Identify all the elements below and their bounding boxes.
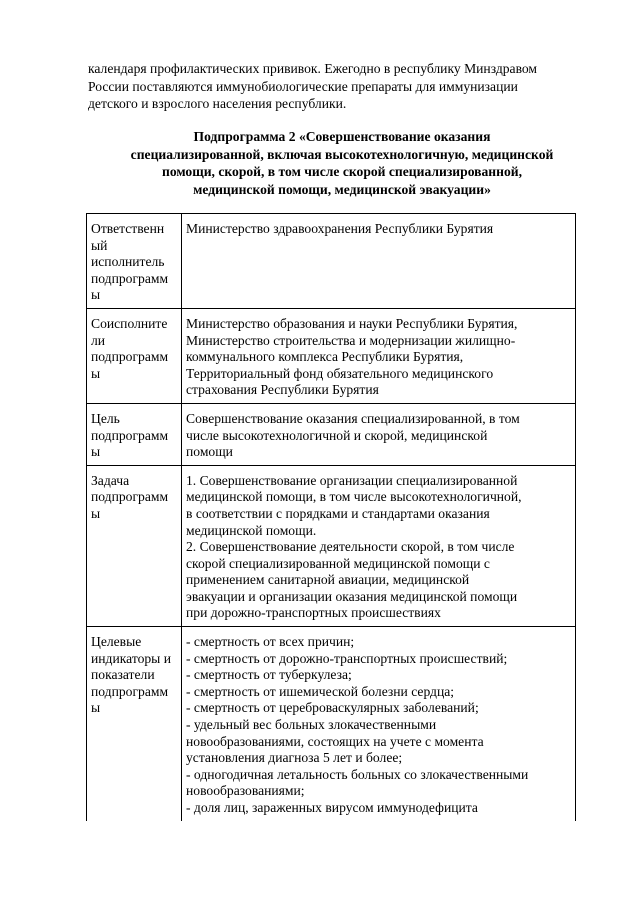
- row-value-line: в соответствии с порядками и стандартами оказания: [186, 505, 490, 521]
- row-label-line: Целевые: [91, 634, 142, 650]
- row-value-line: скорой специализированной медицинской помощи с: [186, 555, 490, 571]
- row-value-line: числе высокотехнологичной и скорой, медицинской: [186, 427, 488, 443]
- table-row: [87, 627, 576, 821]
- table-body: [87, 214, 576, 821]
- row-value-line: Министерство строительства и модернизации жилищно-: [186, 332, 516, 348]
- title-line: помощи, скорой, в том числе скорой специализированной,: [161, 164, 522, 179]
- row-value-line: 1. Совершенствование организации специализированной: [186, 472, 518, 488]
- row-label-line: подпрограмм: [91, 489, 169, 505]
- row-label-line: ы: [91, 287, 101, 303]
- row-value-line: Министерство здравоохранения Республики Бурятия: [186, 221, 494, 236]
- table-row: [87, 308, 576, 403]
- row-value-cell: [182, 308, 576, 403]
- row-value-line: медицинской помощи, в том числе высокотехнологичной,: [186, 489, 522, 505]
- row-value-cell: [182, 627, 576, 821]
- row-label-line: Цель: [91, 410, 120, 426]
- row-label-line: подпрограмм: [91, 349, 169, 365]
- title-line: Подпрограмма 2 «Совершенствование оказания: [193, 129, 491, 144]
- row-value-line: медицинской помощи.: [186, 522, 317, 538]
- row-value-cell: [182, 465, 576, 626]
- row-value-cell: [182, 214, 576, 309]
- row-label-line: ы: [91, 700, 101, 716]
- row-label-line: ый: [91, 237, 108, 253]
- table-row: [87, 214, 576, 309]
- row-value-line: помощи: [186, 444, 233, 460]
- intro-paragraph: [88, 60, 596, 113]
- row-value-line: установления диагноза 5 лет и более;: [186, 750, 403, 766]
- table-row: [87, 465, 576, 626]
- intro-line: детского и взрослого населения республики.: [88, 96, 347, 111]
- row-value-line: - удельный вес больных злокачественными: [186, 717, 437, 733]
- row-label-line: подпрограмм: [91, 683, 169, 699]
- row-label-line: Задача: [91, 472, 130, 488]
- row-label-line: показатели: [91, 667, 155, 683]
- row-value-cell: [182, 403, 576, 465]
- row-label-cell: [87, 403, 182, 465]
- row-value-line: - смертность от ишемической болезни сердца;: [186, 683, 455, 699]
- row-label-line: подпрограмм: [91, 270, 169, 286]
- row-value-line: - доля лиц, зараженных вирусом иммунодефицита: [186, 800, 478, 815]
- row-label-line: исполнитель: [91, 254, 165, 270]
- title-line: медицинской помощи, медицинской эвакуации»: [193, 181, 491, 197]
- row-label-line: ы: [91, 365, 101, 381]
- row-value-line: - смертность от всех причин;: [186, 634, 355, 650]
- row-label-line: Соисполните: [91, 315, 168, 331]
- row-value-line: эвакуации и организации оказания медицинской помощи: [186, 588, 518, 604]
- row-value-line: коммунального комплекса Республики Бурятия,: [186, 349, 464, 365]
- row-value-line: - смертность от туберкулеза;: [186, 667, 352, 683]
- row-label-cell: [87, 308, 182, 403]
- row-label-line: подпрограмм: [91, 427, 169, 443]
- subprogram-passport-table: [86, 213, 576, 821]
- row-label-line: индикаторы и: [91, 650, 171, 666]
- row-value-line: Территориальный фонд обязательного медицинского: [186, 365, 494, 381]
- row-value-line: 2. Совершенствование деятельности скорой, в том числе: [186, 539, 515, 555]
- intro-line: России поставляются иммунобиологические препараты для иммунизации: [88, 78, 518, 94]
- row-value-line: - смертность от цереброваскулярных заболеваний;: [186, 700, 479, 716]
- intro-line: календаря профилактических прививок. Ежегодно в республику Минздравом: [88, 61, 538, 76]
- row-value-line: при дорожно-транспортных происшествиях: [186, 605, 441, 621]
- subprogram-title: [88, 128, 596, 198]
- row-label-cell: [87, 465, 182, 626]
- row-label-cell: [87, 627, 182, 821]
- row-value-line: применением санитарной авиации, медицинской: [186, 572, 470, 588]
- row-value-line: страхования Республики Бурятия: [186, 382, 379, 398]
- row-value-line: Совершенствование оказания специализированной, в том: [186, 410, 520, 426]
- row-label-line: ы: [91, 444, 101, 460]
- row-label-line: ли: [91, 332, 106, 348]
- row-value-line: новообразованиями, состоящих на учете с момента: [186, 733, 484, 749]
- title-line: специализированной, включая высокотехнологичную, медицинской: [130, 146, 554, 162]
- row-value-line: - одногодичная летальность больных со злокачественными: [186, 766, 529, 782]
- row-value-line: Министерство образования и науки Республики Бурятия,: [186, 315, 518, 331]
- table-row: [87, 403, 576, 465]
- row-label-cell: [87, 214, 182, 309]
- row-value-line: - смертность от дорожно-транспортных происшествий;: [186, 650, 508, 666]
- row-label-line: Ответственн: [91, 221, 165, 236]
- row-value-line: новообразованиями;: [186, 783, 305, 799]
- row-label-line: ы: [91, 505, 101, 521]
